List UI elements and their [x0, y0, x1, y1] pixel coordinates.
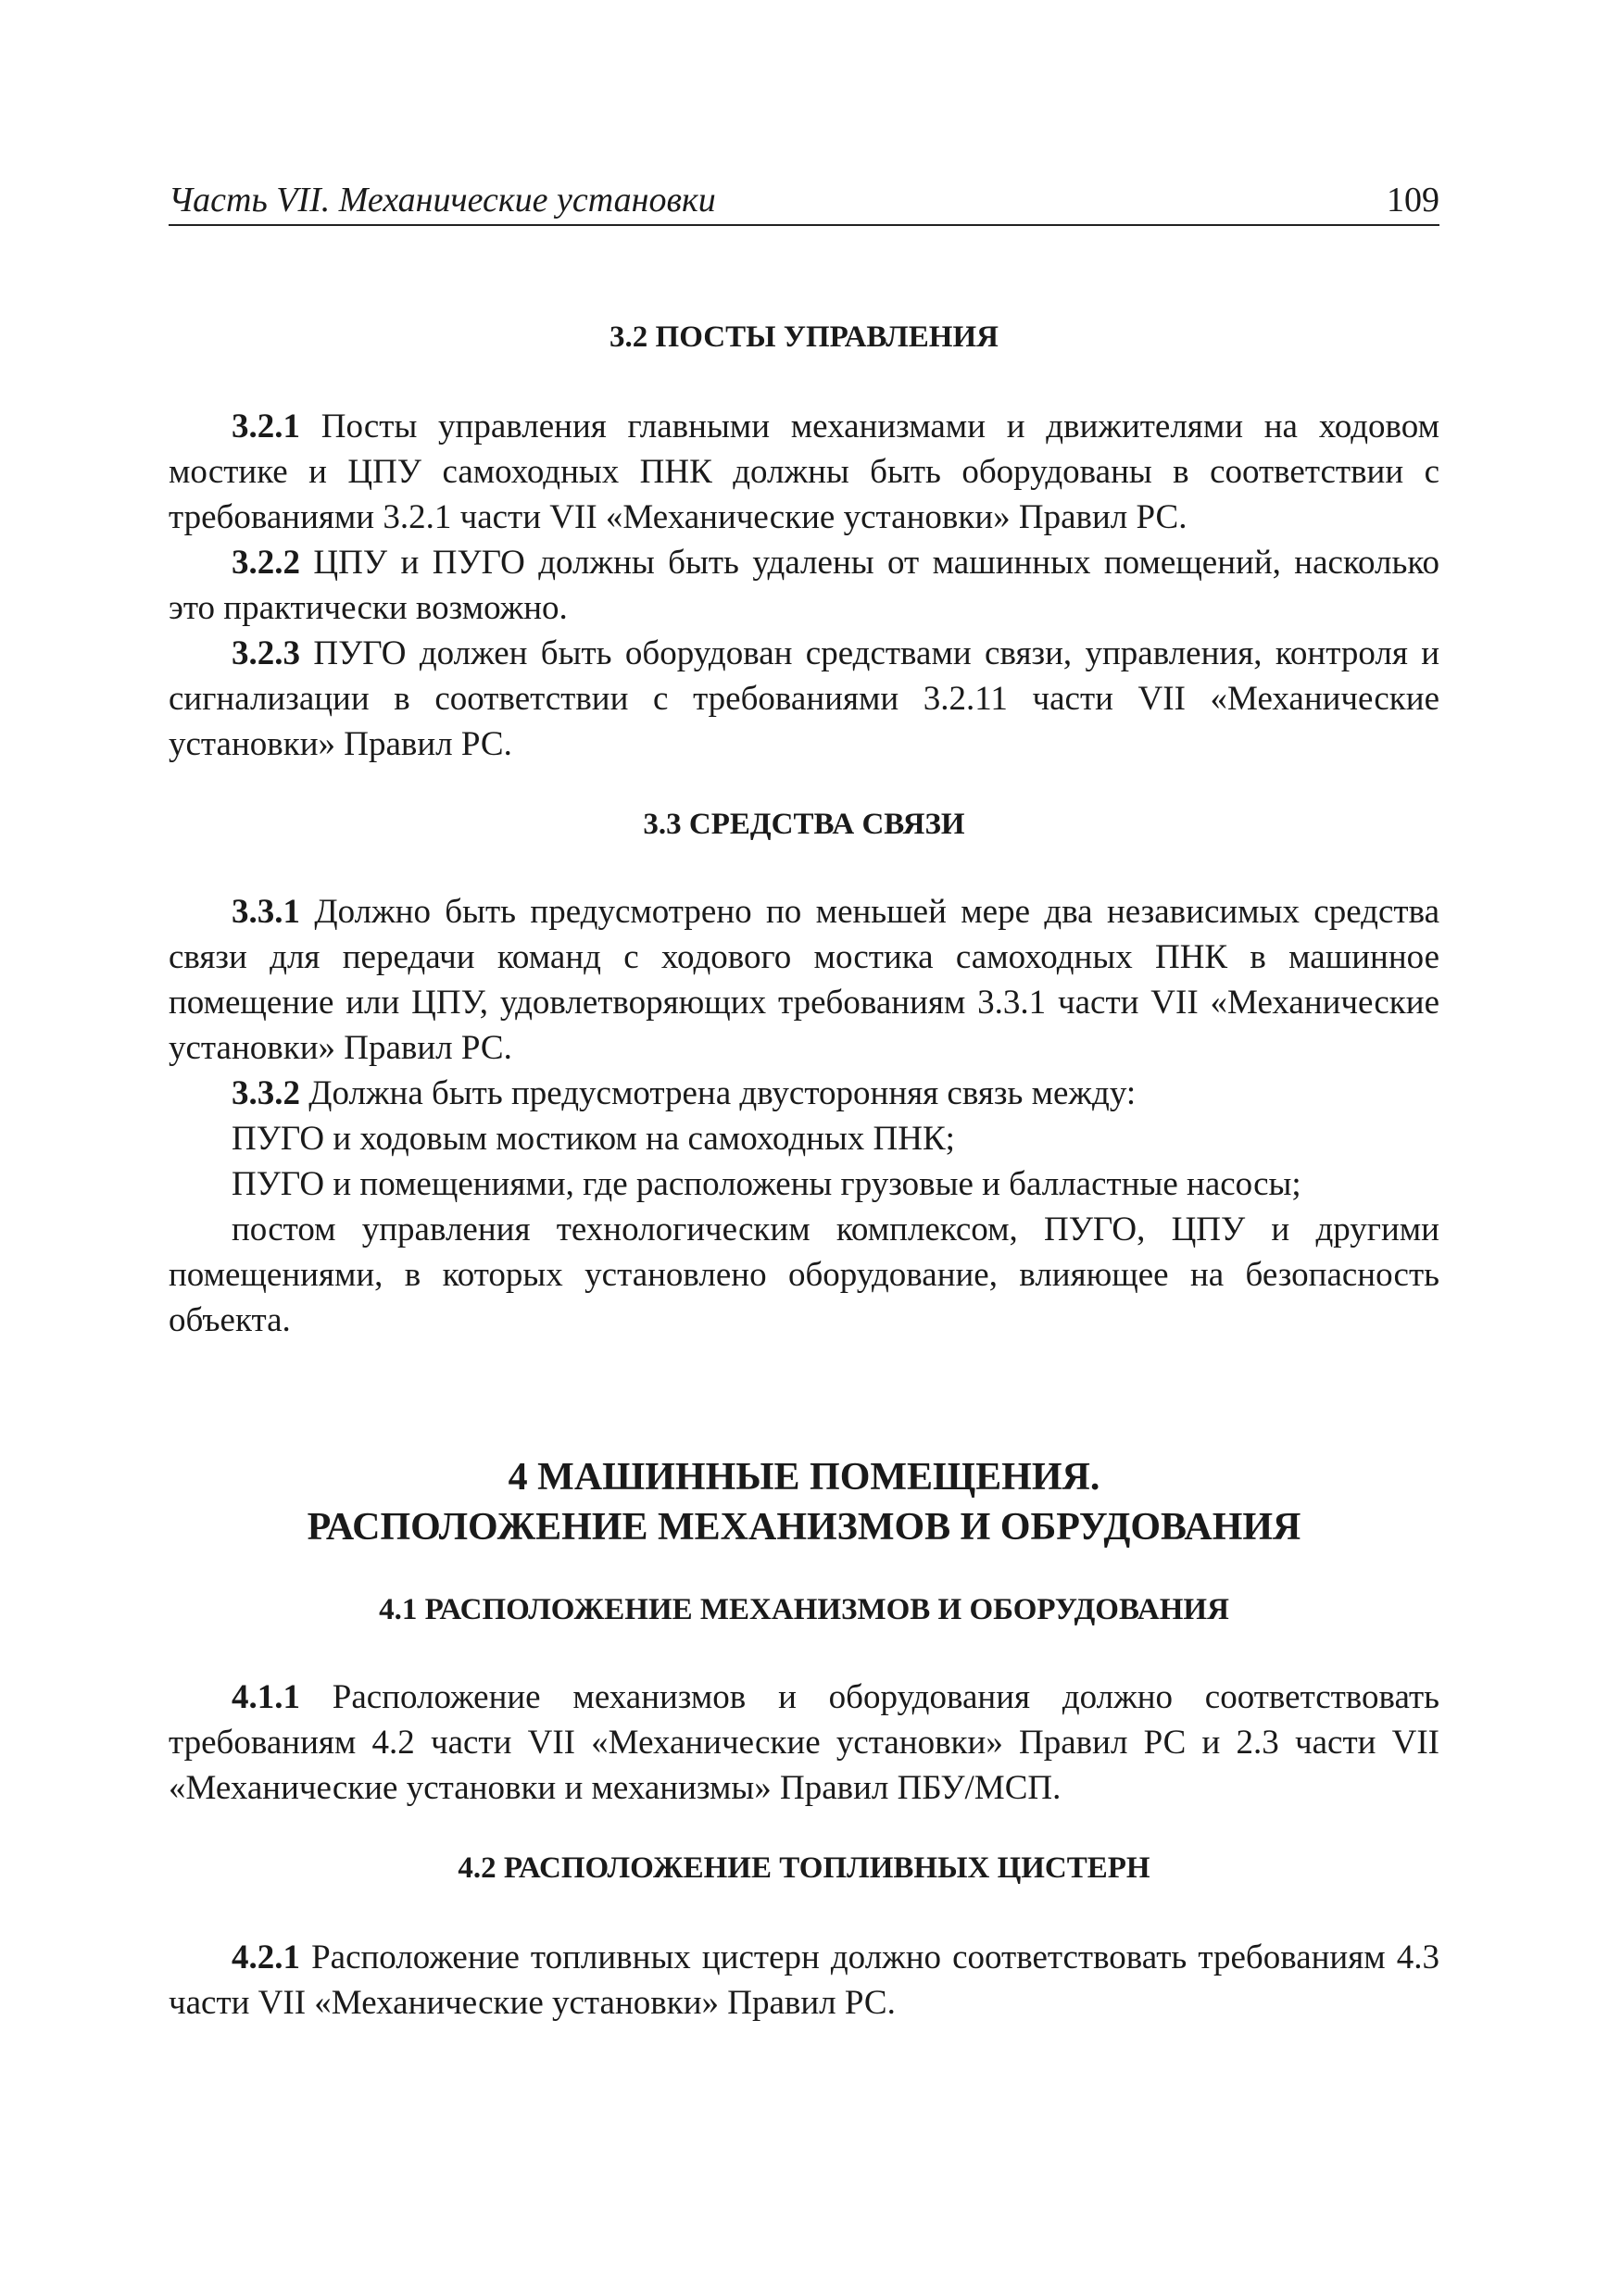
section-heading-4-1: 4.1 РАСПОЛОЖЕНИЕ МЕХАНИЗМОВ И ОБОРУДОВАНИЯ — [379, 1593, 1229, 1626]
clause-number: 3.3.1 — [232, 893, 300, 931]
clause-number: 3.3.2 — [232, 1074, 300, 1112]
section-body-3-3 — [169, 889, 1439, 1343]
section-heading-4-2: 4.2 РАСПОЛОЖЕНИЕ ТОПЛИВНЫХ ЦИСТЕРН — [458, 1851, 1150, 1885]
clause-number: 3.2.1 — [232, 408, 300, 445]
running-header — [169, 176, 1439, 226]
chapter-heading-line: РАСПОЛОЖЕНИЕ МЕХАНИЗМОВ И ОБРУДОВАНИЯ — [307, 1506, 1301, 1549]
clause-number: 4.2.1 — [232, 1938, 300, 1976]
clause-number: 4.1.1 — [232, 1678, 300, 1716]
paragraph-3-3-2 — [169, 1071, 1439, 1116]
section-body-3-2 — [169, 404, 1439, 767]
paragraph-text: ЦПУ и ПУГО должны быть удалены от машинных помещений, насколько это практически возможно. — [169, 544, 1439, 627]
section-heading-3-3: 3.3 СРЕДСТВА СВЯЗИ — [643, 808, 965, 841]
paragraph-text: ПУГО должен быть оборудован средствами связи, управления, контроля и сигнализации в соответствии с требованиями 3.2.11 части VII «Механические установки» Правил РС. — [169, 634, 1439, 763]
section-body-4-1 — [169, 1675, 1439, 1811]
paragraph-text: Расположение топливных цистерн должно соответствовать требованиям 4.3 части VII «Механические установки» Правил РС. — [169, 1938, 1439, 2022]
paragraph-text: Должно быть предусмотрено по меньшей мере два независимых средства связи для передачи команд с ходового мостика самоходных ПНК в машинное помещение или ЦПУ, удовлетворяющих требованиям 3.3.1 части VII «Механические установки» Правил РС. — [169, 893, 1439, 1067]
section-body-4-2 — [169, 1935, 1439, 2026]
clause-number: 3.2.3 — [232, 634, 300, 672]
list-item: ПУГО и ходовым мостиком на самоходных ПНК; — [232, 1120, 955, 1158]
chapter-heading-4 — [169, 1452, 1439, 1552]
running-title: Часть VII. Механические установки — [169, 181, 716, 220]
list-item: постом управления технологическим комплексом, ПУГО, ЦПУ и другими помещениями, в которых установлено оборудование, влияющее на безопасность объекта. — [169, 1211, 1439, 1339]
clause-number: 3.2.2 — [232, 544, 300, 582]
paragraph-text: Расположение механизмов и оборудования должно соответствовать требованиям 4.2 части VII «Механические установки» Правил РС и 2.3 части VII «Механические установки и механизмы» Правил ПБУ/МСП. — [169, 1678, 1439, 1807]
document-page — [169, 176, 1439, 2026]
chapter-heading-line: 4 МАШИННЫЕ ПОМЕЩЕНИЯ. — [508, 1456, 1100, 1499]
paragraph-3-2-1 — [169, 404, 1439, 540]
paragraph-3-2-3 — [169, 631, 1439, 767]
section-heading-3-2: 3.2 ПОСТЫ УПРАВЛЕНИЯ — [609, 320, 999, 354]
paragraph-3-3-1 — [169, 889, 1439, 1071]
paragraph-3-2-2 — [169, 540, 1439, 631]
paragraph-4-2-1 — [169, 1935, 1439, 2026]
list-item: ПУГО и помещениями, где расположены грузовые и балластные насосы; — [232, 1165, 1301, 1203]
page-number: 109 — [1387, 181, 1439, 220]
paragraph-4-1-1 — [169, 1675, 1439, 1811]
paragraph-text: Посты управления главными механизмами и движителями на ходовом мостике и ЦПУ самоходных ПНК должны быть оборудованы в соответствии с требованиями 3.2.1 части VII «Механические установки» Правил РС. — [169, 408, 1439, 536]
paragraph-text: Должна быть предусмотрена двусторонняя связь между: — [300, 1074, 1137, 1112]
